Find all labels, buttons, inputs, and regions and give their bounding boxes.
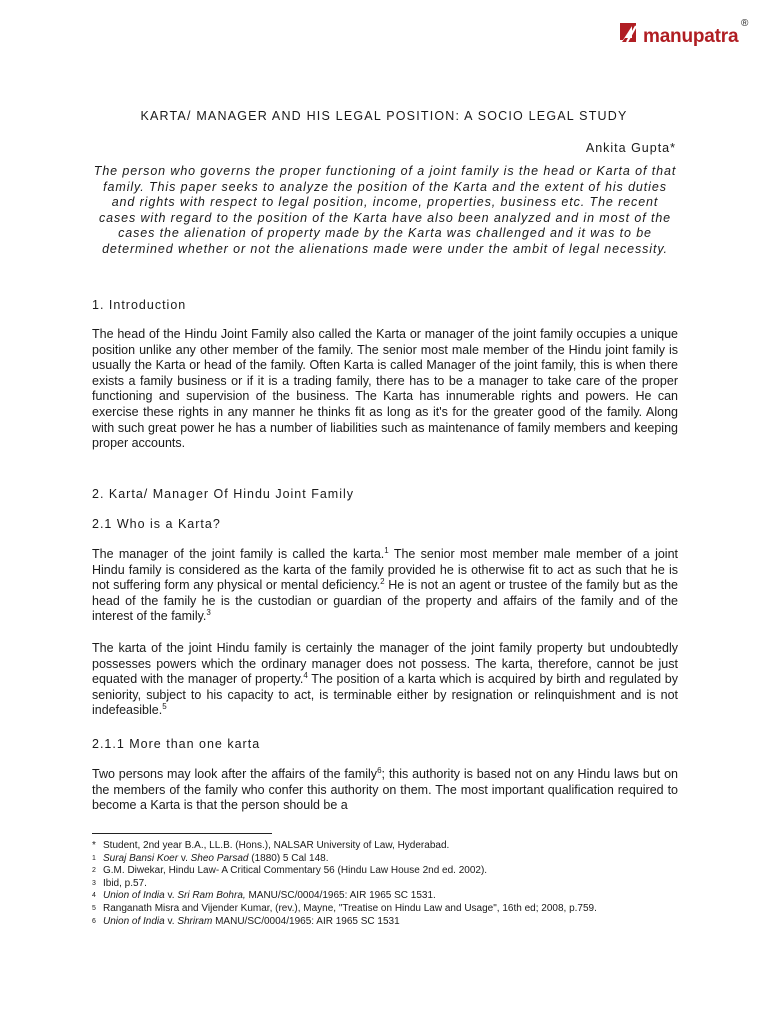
case-name: Sri Ram Bohra, bbox=[177, 890, 246, 902]
footnote-divider bbox=[92, 833, 272, 834]
text-run: ; this authority is based not on any Hindu laws but on the members of the family who confer this authority on them. The most important qualification required to become a Karta is that the person should be a bbox=[92, 767, 678, 813]
footnote-marker: 3 bbox=[92, 879, 96, 887]
logo-text: manupatra bbox=[643, 26, 739, 47]
text-run: Ibid, p.57. bbox=[103, 877, 147, 889]
footnote-ref[interactable]: 4 bbox=[303, 671, 308, 681]
footnote bbox=[92, 840, 692, 853]
text-run: G.M. Diwekar, Hindu Law- A Critical Commentary 56 (Hindu Law House 2nd ed. 2002). bbox=[103, 865, 488, 877]
text-run: MANU/SC/0004/1965: AIR 1965 SC 1531 bbox=[212, 915, 400, 927]
footnote-marker: 1 bbox=[92, 854, 96, 862]
section-heading-introduction: 1. Introduction bbox=[92, 298, 187, 312]
footnote bbox=[92, 890, 692, 903]
text-run: (1880) 5 Cal 148. bbox=[248, 852, 329, 864]
footnote-ref[interactable]: 3 bbox=[206, 608, 211, 618]
footnote-marker: 4 bbox=[92, 892, 96, 900]
footnote bbox=[92, 878, 692, 891]
section-heading-more-than-one-karta: 2.1.1 More than one karta bbox=[92, 737, 261, 751]
footnote bbox=[92, 916, 692, 929]
text-run: The karta of the joint Hindu family is certainly the manager of the joint family property but undoubtedly possesses powers which the ordinary manager does not possess. The karta, therefore, cannot be just equated with the manager of property. bbox=[92, 641, 678, 687]
text-run: The senior most member male member of a joint Hindu family is considered as the karta of the family provided he is otherwise fit to act as such that he is not suffering form any physical or mental deficiency. bbox=[92, 547, 678, 593]
paragraph-who-is-karta-2 bbox=[92, 641, 678, 719]
text-run: v. bbox=[178, 852, 191, 864]
section-heading-karta-manager: 2. Karta/ Manager Of Hindu Joint Family bbox=[92, 487, 355, 501]
abstract: The person who governs the proper functioning of a joint family is the head or Karta of that family. This paper seeks to analyze the position of the Karta and the extent of his duties and rights with respect to legal position, income, properties, business etc. The recent cases with regard to the position of the Karta have also been analyzed and in most of the cases the alienation of property made by the Karta was challenged and it was to be determined whether or not the alienations made were under the ambit of legal necessity. bbox=[93, 164, 677, 256]
footnote-marker: 2 bbox=[92, 867, 96, 875]
footnote-marker: 6 bbox=[92, 917, 96, 925]
footnote-text bbox=[103, 903, 692, 916]
footnote-text bbox=[103, 890, 692, 903]
text-run: v. bbox=[164, 915, 178, 927]
text-run: He is not an agent or trustee of the family but as the head of the family he is the custodian or guardian of the property and affairs of the family and of the interest of the family. bbox=[92, 578, 679, 624]
text-run: The position of a karta which is acquired by birth and regulated by seniority, subject to his capacity to act, is terminable either by resignation or relinquishment and is not indefeasible. bbox=[92, 672, 678, 718]
paper-title: KARTA/ MANAGER AND HIS LEGAL POSITION: A SOCIO LEGAL STUDY bbox=[140, 109, 628, 123]
paragraph-who-is-karta-1 bbox=[92, 547, 678, 625]
footnote-text bbox=[103, 865, 692, 878]
text-run: v. bbox=[164, 890, 178, 902]
footnote bbox=[92, 865, 692, 878]
case-name: Shriram bbox=[177, 915, 213, 927]
manupatra-logo bbox=[617, 18, 753, 52]
footnote-marker: * bbox=[92, 840, 96, 851]
case-name: Suraj Bansi Koer bbox=[103, 852, 179, 864]
author-name: Ankita Gupta* bbox=[585, 141, 676, 155]
paragraph-introduction: The head of the Hindu Joint Family also called the Karta or manager of the joint family occupies a unique position unlike any other member of the family. The senior most male member of the Hindu joint family is usually the Karta or head of the family. Often Karta is called Manager of the joint family, this is when there exists a family business or if it is a trading family, there has to be a manager to take care of the proper functioning and supervision of the business. The Karta has innumerable rights and powers. He can exercise these rights in any manner he thinks fit as long as it's for the greater good of the family. Along with such great power he has a number of liabilities such as maintenance of family members and keeping proper accounts. bbox=[92, 327, 678, 451]
footnote-ref[interactable]: 2 bbox=[380, 577, 385, 587]
text-run: Student, 2nd year B.A., LL.B. (Hons.), NALSAR University of Law, Hyderabad. bbox=[103, 840, 450, 851]
text-run: Ranganath Misra and Vijender Kumar, (rev.), Mayne, "Treatise on Hindu Law and Usage", 16th ed; 2008, p.759. bbox=[103, 902, 597, 914]
paragraph-more-than-one-karta bbox=[92, 767, 678, 814]
footnote bbox=[92, 903, 692, 916]
footnote-text bbox=[103, 916, 692, 929]
case-name: Sheo Parsad bbox=[190, 852, 249, 864]
footnote-ref[interactable]: 6 bbox=[377, 765, 382, 775]
footnotes-list bbox=[92, 840, 692, 928]
footnote-ref[interactable]: 5 bbox=[162, 702, 167, 712]
footnote-text bbox=[103, 878, 692, 891]
registered-mark: ® bbox=[741, 18, 749, 29]
case-name: Union of India bbox=[103, 915, 165, 927]
footnote bbox=[92, 853, 692, 866]
manupatra-mark-icon bbox=[617, 18, 639, 46]
text-run: The manager of the joint family is called the karta. bbox=[92, 547, 385, 561]
footnote-marker: 5 bbox=[92, 904, 96, 912]
section-heading-who-is-karta: 2.1 Who is a Karta? bbox=[92, 517, 221, 531]
text-run: MANU/SC/0004/1965: AIR 1965 SC 1531. bbox=[245, 890, 436, 902]
case-name: Union of India bbox=[103, 890, 165, 902]
text-run: Two persons may look after the affairs of the family bbox=[92, 767, 378, 781]
footnote-text bbox=[103, 853, 692, 866]
footnote-text bbox=[103, 840, 692, 853]
footnote-ref[interactable]: 1 bbox=[384, 545, 389, 555]
